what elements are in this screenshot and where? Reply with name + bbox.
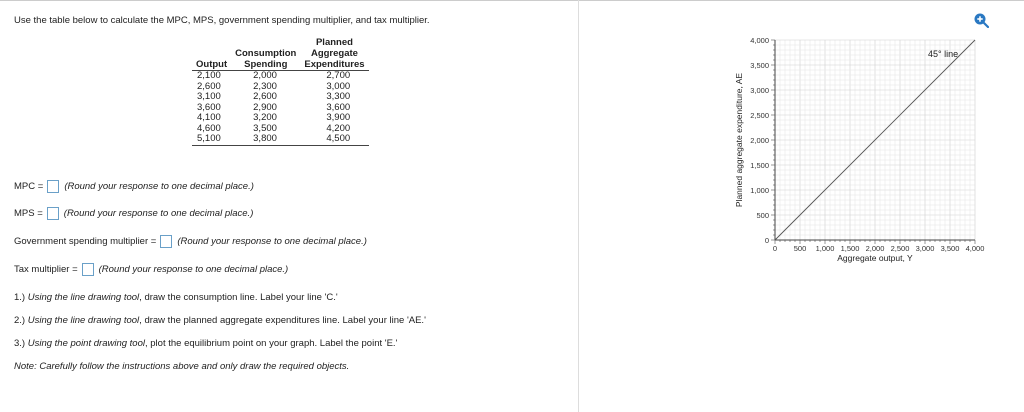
- tax-multiplier-question: [14, 263, 288, 276]
- y-tick-label: 3,500: [750, 61, 769, 70]
- x-tick-label: 1,500: [840, 244, 860, 253]
- y-tick-label: 1,500: [750, 161, 769, 170]
- x-tick-label: 2,500: [890, 244, 910, 253]
- step-4-note: Note: Carefully follow the instructions above and only draw the required objects.: [14, 361, 350, 372]
- x-tick-label: 0: [772, 244, 778, 253]
- forty-five-line-label: 45° line: [928, 49, 959, 59]
- table-row: 3,600 2,900 3,600: [197, 101, 351, 113]
- instruction-text: Use the table below to calculate the MPC, MPS, government spending multiplier, and tax multiplier.: [14, 15, 430, 26]
- y-tick-label: 1,000: [750, 186, 769, 195]
- mps-input[interactable]: [47, 207, 59, 220]
- x-tick-label: 1,000: [815, 244, 835, 253]
- table-row: 2,600 2,300 3,000: [197, 80, 351, 92]
- y-tick-label: 4,000: [750, 36, 769, 45]
- y-axis-label: Planned aggregate expenditure, AE: [734, 72, 744, 208]
- table-row: 5,100 3,800 4,500: [192, 134, 369, 145]
- top-rule: [0, 0, 1024, 1]
- mps-question: [14, 207, 253, 220]
- header-consumption: Consumption Spending: [231, 37, 300, 71]
- tax-multiplier-note: (Round your response to one decimal place.): [98, 264, 289, 275]
- header-output: Output: [192, 37, 231, 71]
- x-axis-label: Aggregate output, Y: [837, 253, 913, 263]
- tax-multiplier-input[interactable]: [82, 263, 94, 276]
- mpc-question: [14, 180, 254, 193]
- step-1: 1.) Using the line drawing tool, draw the consumption line. Label your line 'C.': [14, 292, 338, 303]
- y-tick-label: 2,000: [750, 136, 769, 145]
- table-row: 4,600 3,500 4,200: [197, 122, 351, 134]
- x-tick-label: 500: [793, 244, 807, 253]
- mps-label: MPS =: [14, 208, 43, 219]
- y-tick-label: 500: [756, 211, 769, 220]
- table-row: 3,100 2,600 3,300: [197, 91, 351, 102]
- y-ticks: [750, 36, 769, 245]
- mpc-input[interactable]: [47, 180, 59, 193]
- gov-multiplier-note: (Round your response to one decimal place.): [177, 236, 367, 247]
- gov-multiplier-input[interactable]: [160, 235, 172, 248]
- y-tick-label: 2,500: [750, 111, 769, 120]
- table-row: 2,100 2,000 2,700: [197, 70, 351, 81]
- graph-area[interactable]: [730, 30, 1000, 270]
- mpc-note: (Round your response to one decimal place.): [64, 181, 254, 192]
- tax-multiplier-label: Tax multiplier =: [14, 264, 78, 275]
- header-planned-ae: Planned Aggregate Expenditures: [300, 37, 368, 71]
- data-table: [192, 37, 369, 146]
- mpc-label: MPC =: [14, 181, 44, 192]
- gov-multiplier-question: [14, 235, 367, 248]
- x-tick-label: 2,000: [865, 244, 885, 253]
- y-tick-label: 0: [764, 236, 769, 245]
- x-tick-label: 3,000: [915, 244, 935, 253]
- zoom-in-icon[interactable]: [973, 12, 989, 28]
- gov-multiplier-label: Government spending multiplier =: [14, 236, 157, 247]
- mps-note: (Round your response to one decimal place.): [63, 208, 254, 219]
- table-row: 4,100 3,200 3,900: [197, 112, 351, 123]
- step-3: 3.) Using the point drawing tool, plot the equilibrium point on your graph. Label the point 'E.': [14, 338, 398, 349]
- x-ticks: [773, 244, 984, 253]
- y-tick-label: 3,000: [750, 86, 769, 95]
- x-tick-label: 4,000: [965, 244, 985, 253]
- step-2: 2.) Using the line drawing tool, draw the planned aggregate expenditures line. Label your line 'AE.': [14, 315, 426, 326]
- x-tick-label: 3,500: [940, 244, 960, 253]
- panel-divider: [578, 0, 579, 412]
